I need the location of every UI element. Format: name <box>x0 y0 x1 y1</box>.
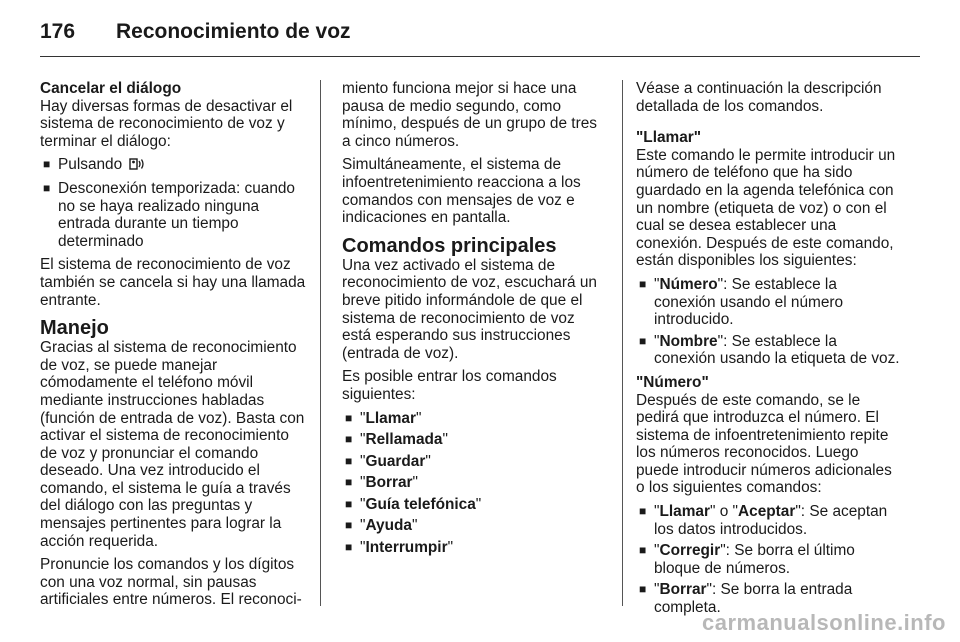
column-2 <box>342 80 608 563</box>
list-item: ■ "Interrumpir" <box>345 539 454 557</box>
paragraph: Simultáneamente, el sistema de infoentretenimiento reacciona a los comandos con mensajes de voz e indicaciones en pantalla. <box>342 156 581 227</box>
bullet-square-icon: ■ <box>639 504 647 519</box>
list-item: ■ "Número": Se establece la conexión usando el número introducido. <box>639 275 844 329</box>
list-item: ■ Desconexión temporizada: cuando no se haya realizado ninguna entrada durante un tiempo determinado <box>43 179 295 250</box>
page-number: 176 <box>40 20 76 43</box>
paragraph: Hay diversas formas de desactivar el sistema de reconocimiento de voz y terminar el diálogo: <box>40 97 293 150</box>
list-item: ■ "Borrar" <box>345 474 418 492</box>
bullet-list <box>40 156 306 250</box>
column-1 <box>40 80 306 615</box>
command-list <box>342 410 608 557</box>
paragraph: El sistema de reconocimiento de voz también se cancela si hay una llamada entrante. <box>40 256 306 309</box>
chapter-title: Reconocimiento de voz <box>116 20 351 43</box>
bullet-square-icon: ■ <box>345 453 353 468</box>
list-item: ■ "Nombre": Se establece la conexión usando la etiqueta de voz. <box>639 332 900 368</box>
watermark: carmanualsonline.info <box>702 610 946 635</box>
list-item: ■ "Ayuda" <box>345 517 418 535</box>
column-divider <box>320 80 321 606</box>
bullet-square-icon: ■ <box>43 157 51 172</box>
bullet-square-icon: ■ <box>345 410 353 425</box>
section-title: Comandos principales <box>342 234 557 257</box>
bullet-square-icon: ■ <box>639 333 647 348</box>
bullet-square-icon: ■ <box>639 582 647 597</box>
voice-control-icon <box>129 157 145 176</box>
bullet-list <box>636 276 902 368</box>
bullet-square-icon: ■ <box>345 432 353 447</box>
paragraph: Gracias al sistema de reconocimiento de voz, se puede manejar cómodamente el teléfono móvil mediante instrucciones habladas (función de entrada de voz). Basta con activar el sistema de reconocimiento de voz y pronunciar el comando deseado. Una vez introducido el comando, el sistema le guía a través del diálogo con las preguntas y mensajes pertinentes para lograr la acción requerida. <box>40 339 305 550</box>
paragraph: miento funciona mejor si hace una pausa de medio segundo, como mínimo, después de un grupo de tres a cinco números. <box>342 80 597 150</box>
bullet-square-icon: ■ <box>43 180 51 195</box>
list-item: ■ "Rellamada" <box>345 431 448 449</box>
paragraph: Después de este comando, se le pedirá que introduzca el número. El sistema de infoentretenimiento repite los números reconocidos. Luego puede introducir números adicionales o los siguientes comandos: <box>636 391 892 497</box>
command-subtitle: "Número" <box>636 373 709 391</box>
paragraph: Este comando le permite introducir un número de teléfono que ha sido guardado en la agenda telefónica con un nombre (etiqueta de voz) o con el cual se desea establecer una conexión. Después de este comando, están disponibles los siguientes: <box>636 146 896 270</box>
list-item: ■ "Guardar" <box>345 452 431 470</box>
page-header <box>40 14 920 54</box>
column-divider <box>622 80 623 606</box>
bullet-square-icon: ■ <box>345 496 353 511</box>
bullet-square-icon: ■ <box>345 518 353 533</box>
list-item: ■ "Guía telefónica" <box>345 495 482 513</box>
bullet-square-icon: ■ <box>639 543 647 558</box>
section-title: Manejo <box>40 317 109 340</box>
bullet-square-icon: ■ <box>345 475 353 490</box>
bullet-square-icon: ■ <box>345 540 353 555</box>
list-item: ■ "Llamar" o "Aceptar": Se aceptan los datos introducidos. <box>639 503 888 538</box>
paragraph: Véase a continuación la descripción detallada de los comandos. <box>636 80 882 115</box>
command-subtitle: "Llamar" <box>636 129 702 147</box>
list-item: ■ Pulsando <box>40 156 306 176</box>
section-subtitle: Cancelar el diálogo <box>40 80 182 97</box>
list-item: ■ "Borrar": Se borra la entrada completa. <box>639 581 853 617</box>
list-item: ■ "Corregir": Se borra el último bloque de números. <box>639 542 855 577</box>
paragraph: Es posible entrar los comandos siguientes: <box>342 368 557 403</box>
paragraph: Pronuncie los comandos y los dígitos con una voz normal, sin pausas artificiales entre números. El reconoci- <box>40 556 302 609</box>
bullet-square-icon: ■ <box>639 276 647 291</box>
list-item: ■ "Llamar" <box>345 409 422 427</box>
column-3 <box>636 80 902 623</box>
header-rule <box>40 56 920 57</box>
paragraph: Una vez activado el sistema de reconocimiento de voz, escuchará un breve pitido informándole de que el sistema de reconocimiento de voz está esperando sus instrucciones (entrada de voz). <box>342 256 597 362</box>
bullet-list <box>636 503 902 617</box>
